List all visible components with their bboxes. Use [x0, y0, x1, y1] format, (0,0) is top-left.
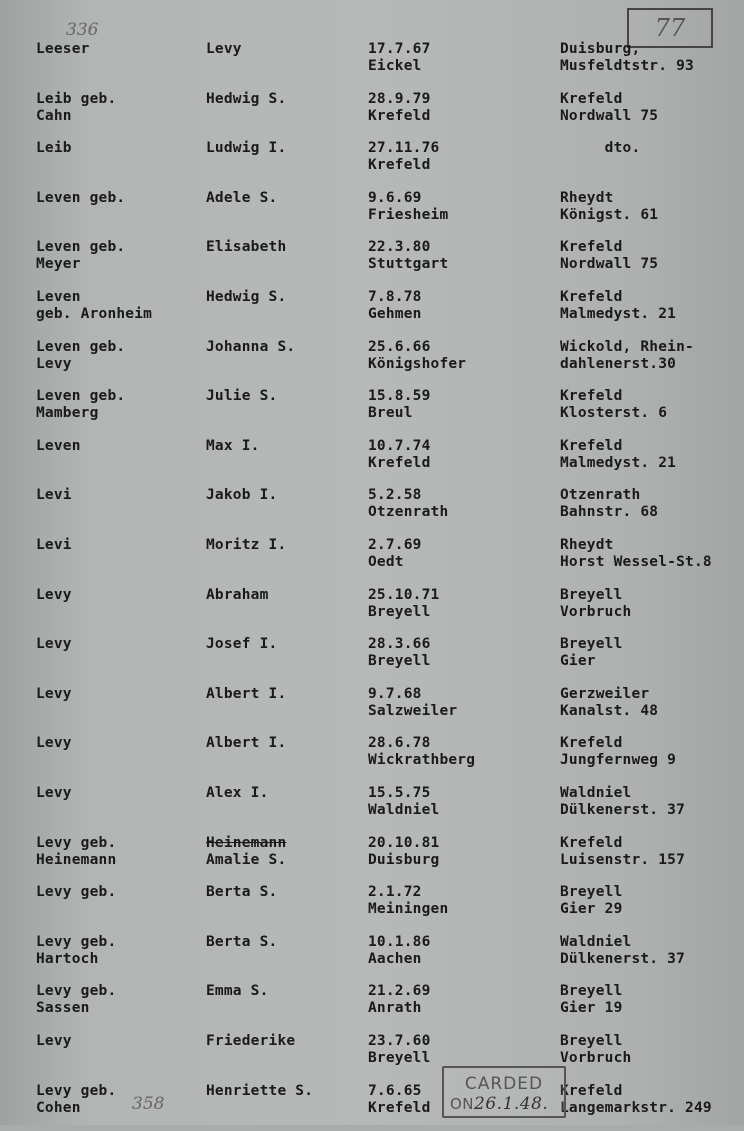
- given-line: Elisabeth: [206, 239, 287, 256]
- entry-row: [0, 190, 744, 238]
- entry-birth: [368, 438, 431, 472]
- entry-address: [560, 239, 658, 273]
- given-line: Friederike: [206, 1033, 296, 1049]
- address-line: Krefeld: [560, 289, 623, 305]
- entry-birth: [368, 140, 439, 174]
- address-line: Otzenrath: [560, 487, 641, 504]
- address-line: Kanalst. 48: [560, 702, 659, 719]
- entry-given: [206, 785, 269, 802]
- address-line: Luisenstr. 157: [560, 851, 686, 868]
- address-line: Vorbruch: [560, 603, 632, 620]
- address-line: Breyell: [560, 636, 623, 653]
- entry-given: [206, 239, 286, 256]
- entry-address: [560, 487, 658, 521]
- entry-surname: [36, 537, 72, 554]
- entry-surname: [36, 438, 81, 455]
- address-line: Gier: [560, 653, 596, 670]
- birth-line: 23.7.60: [368, 1033, 431, 1049]
- entry-address: [560, 537, 712, 571]
- entry-row: [0, 239, 744, 287]
- surname-line: Leeser: [36, 41, 90, 57]
- entry-given: [206, 835, 286, 869]
- entry-given: [206, 884, 277, 901]
- entry-row: [0, 537, 744, 585]
- entry-surname: [36, 487, 72, 504]
- birth-line: 17.7.67: [368, 41, 431, 57]
- birth-line: Königshofer: [368, 355, 467, 372]
- entry-surname: [36, 339, 125, 373]
- entry-birth: [368, 835, 439, 869]
- given-line: Levy: [206, 41, 242, 57]
- surname-line: Levy geb.: [36, 884, 117, 901]
- address-line: Horst Wessel-St.8: [560, 554, 712, 570]
- entry-row: [0, 835, 744, 883]
- handwritten-number-bottom: 358: [132, 1094, 165, 1114]
- entry-address: [560, 785, 685, 819]
- surname-line: Mamberg: [36, 405, 99, 422]
- address-line: Wickold, Rhein-: [560, 338, 694, 355]
- address-line: dahlenerst.30: [560, 355, 677, 372]
- stamp-label: CARDED: [464, 1074, 544, 1094]
- surname-line: Leven geb.: [36, 388, 126, 405]
- entry-address: [560, 388, 667, 422]
- address-line: Krefeld: [560, 437, 623, 454]
- entry-given: [206, 339, 295, 356]
- entry-row: [0, 388, 744, 436]
- surname-line: Levy: [36, 685, 72, 702]
- given-line: Moritz I.: [206, 537, 287, 553]
- given-line: Alex I.: [206, 785, 269, 801]
- address-line: Rheydt: [560, 189, 614, 206]
- birth-line: Krefeld: [368, 157, 431, 174]
- birth-line: Gehmen: [368, 306, 422, 322]
- entry-birth: [368, 884, 448, 918]
- address-line: Krefeld: [560, 90, 623, 107]
- given-line: Henriette S.: [206, 1082, 314, 1099]
- given-line: Jakob I.: [206, 487, 278, 504]
- entry-surname: [36, 239, 125, 273]
- surname-line: Levy: [36, 735, 72, 752]
- entry-address: [560, 1033, 631, 1067]
- surname-line: Cahn: [36, 107, 72, 124]
- entry-row: [0, 934, 744, 982]
- entry-birth: [368, 487, 448, 521]
- surname-line: Heinemann: [36, 851, 117, 868]
- birth-line: 15.8.59: [368, 388, 431, 405]
- entry-address: [560, 735, 676, 769]
- surname-line: Sassen: [36, 1000, 90, 1017]
- birth-line: 25.6.66: [368, 338, 431, 355]
- entry-row: [0, 735, 744, 783]
- entry-given: [206, 289, 286, 306]
- surname-line: Leven geb.: [36, 338, 126, 355]
- entry-given: [206, 1083, 313, 1100]
- address-line: Gier 19: [560, 1000, 623, 1017]
- given-line: Albert I.: [206, 685, 287, 702]
- entry-birth: [368, 587, 439, 621]
- entry-row: [0, 587, 744, 635]
- birth-line: 20.10.81: [368, 834, 440, 851]
- stamp-handwritten-date: 26.1.48.: [474, 1094, 549, 1114]
- entry-birth: [368, 1083, 431, 1117]
- entry-surname: [36, 140, 72, 157]
- entry-surname: [36, 735, 72, 752]
- address-line: Gerzweiler: [560, 685, 650, 702]
- surname-line: geb. Aronheim: [36, 306, 153, 322]
- entry-surname: [36, 785, 72, 802]
- address-line: Krefeld: [560, 1082, 623, 1099]
- surname-line: Leven: [36, 289, 81, 305]
- address-line: Nordwall 75: [560, 107, 659, 124]
- entry-address: [560, 140, 640, 157]
- entry-address: [560, 289, 676, 323]
- surname-line: Cohen: [36, 1099, 81, 1116]
- given-line: Emma S.: [206, 983, 269, 1000]
- entry-given: [206, 140, 286, 157]
- birth-line: 9.6.69: [368, 189, 422, 206]
- birth-line: Duisburg: [368, 851, 440, 868]
- entry-address: [560, 190, 658, 224]
- address-line: Jungfernweg 9: [560, 752, 677, 769]
- birth-line: 15.5.75: [368, 785, 431, 801]
- birth-line: 22.3.80: [368, 239, 431, 256]
- surname-line: Levy geb.: [36, 834, 117, 851]
- birth-line: Eickel: [368, 58, 422, 74]
- entry-surname: [36, 636, 72, 653]
- entry-given: [206, 934, 277, 951]
- address-line: Waldniel: [560, 933, 632, 950]
- entry-address: [560, 884, 623, 918]
- entry-address: [560, 835, 685, 869]
- birth-line: Meiningen: [368, 901, 449, 918]
- surname-line: Levy: [36, 636, 72, 653]
- entry-given: [206, 41, 242, 58]
- birth-line: Otzenrath: [368, 504, 449, 521]
- entry-row: [0, 686, 744, 734]
- entry-birth: [368, 983, 431, 1017]
- surname-line: Levy: [36, 1033, 72, 1049]
- given-line: Heinemann: [206, 834, 287, 851]
- address-line: Krefeld: [560, 239, 623, 256]
- given-line: Josef I.: [206, 636, 278, 653]
- entry-address: [560, 438, 676, 472]
- address-line: Vorbruch: [560, 1050, 632, 1066]
- entry-address: [560, 686, 658, 720]
- entry-surname: [36, 91, 116, 125]
- address-line: Nordwall 75: [560, 256, 659, 273]
- surname-line: Leib: [36, 140, 72, 157]
- given-line: Berta S.: [206, 933, 278, 950]
- entry-birth: [368, 686, 457, 720]
- birth-line: Breyell: [368, 603, 431, 620]
- surname-line: Levy: [36, 355, 72, 372]
- entry-given: [206, 91, 286, 108]
- birth-line: Oedt: [368, 554, 404, 570]
- birth-line: Krefeld: [368, 107, 431, 124]
- address-line: Klosterst. 6: [560, 405, 668, 422]
- birth-line: 21.2.69: [368, 983, 431, 1000]
- entry-birth: [368, 537, 422, 571]
- entry-birth: [368, 1033, 431, 1067]
- given-line: Ludwig I.: [206, 140, 287, 157]
- given-line: Albert I.: [206, 735, 287, 752]
- address-line: Gier 29: [560, 901, 623, 918]
- given-line: Adele S.: [206, 189, 278, 206]
- entry-birth: [368, 41, 431, 75]
- address-line: Breyell: [560, 586, 623, 603]
- surname-line: Leven: [36, 437, 81, 454]
- stamp-date-line: [450, 1094, 548, 1114]
- given-line: Hedwig S.: [206, 90, 287, 107]
- entry-birth: [368, 339, 466, 373]
- address-line: Musfeldtstr. 93: [560, 58, 694, 74]
- entry-given: [206, 1033, 295, 1050]
- given-line: Amalie S.: [206, 851, 287, 868]
- entry-given: [206, 587, 269, 604]
- address-line: Waldniel: [560, 785, 632, 801]
- entry-surname: [36, 686, 72, 703]
- entry-given: [206, 537, 286, 554]
- entry-address: [560, 91, 658, 125]
- birth-line: 7.6.65: [368, 1082, 422, 1099]
- birth-line: 7.8.78: [368, 289, 422, 305]
- page-number: 77: [654, 14, 686, 42]
- entry-birth: [368, 636, 431, 670]
- birth-line: Salzweiler: [368, 702, 458, 719]
- birth-line: 5.2.58: [368, 487, 422, 504]
- entry-address: [560, 41, 694, 75]
- birth-line: Breyell: [368, 653, 431, 670]
- entry-birth: [368, 239, 448, 273]
- entry-address: [560, 934, 685, 968]
- carded-stamp: [442, 1066, 566, 1118]
- given-line: Berta S.: [206, 884, 278, 901]
- given-line: Hedwig S.: [206, 289, 287, 305]
- entry-given: [206, 735, 286, 752]
- address-line: dto.: [560, 140, 641, 157]
- entry-surname: [36, 289, 152, 323]
- birth-line: Anrath: [368, 1000, 422, 1017]
- entry-row: [0, 140, 744, 188]
- birth-line: 27.11.76: [368, 140, 440, 157]
- entry-row: [0, 41, 744, 89]
- surname-line: Hartoch: [36, 950, 99, 967]
- birth-line: 10.7.74: [368, 437, 431, 454]
- entry-address: [560, 1083, 712, 1117]
- entry-address: [560, 339, 694, 373]
- address-line: Malmedyst. 21: [560, 454, 677, 471]
- birth-line: Stuttgart: [368, 256, 449, 273]
- entry-surname: [36, 587, 72, 604]
- address-line: Breyell: [560, 983, 623, 1000]
- entry-row: [0, 91, 744, 139]
- address-line: Rheydt: [560, 537, 614, 553]
- entry-surname: [36, 1033, 72, 1050]
- entry-birth: [368, 388, 431, 422]
- entry-given: [206, 636, 277, 653]
- given-line: Julie S.: [206, 388, 278, 405]
- entry-row: [0, 487, 744, 535]
- address-line: Krefeld: [560, 388, 623, 405]
- entry-row: [0, 339, 744, 387]
- address-line: Malmedyst. 21: [560, 306, 677, 322]
- surname-line: Leib geb.: [36, 90, 117, 107]
- surname-line: Levy geb.: [36, 933, 117, 950]
- birth-line: 28.9.79: [368, 90, 431, 107]
- surname-line: Leven geb.: [36, 239, 126, 256]
- entry-surname: [36, 1083, 116, 1117]
- entry-row: [0, 983, 744, 1031]
- entry-address: [560, 587, 631, 621]
- address-line: Breyell: [560, 1033, 623, 1049]
- entry-surname: [36, 190, 125, 207]
- entry-address: [560, 636, 623, 670]
- entry-birth: [368, 785, 439, 819]
- entry-given: [206, 983, 269, 1000]
- stamp-prefix: ON: [450, 1095, 475, 1113]
- birth-line: 28.6.78: [368, 735, 431, 752]
- entry-birth: [368, 735, 475, 769]
- entry-row: [0, 1083, 744, 1131]
- entry-given: [206, 438, 260, 455]
- handwritten-number-top: 336: [66, 20, 99, 40]
- birth-line: 2.7.69: [368, 537, 422, 553]
- birth-line: 9.7.68: [368, 685, 422, 702]
- birth-line: Friesheim: [368, 206, 449, 223]
- entry-birth: [368, 91, 431, 125]
- entry-row: [0, 289, 744, 337]
- entry-birth: [368, 190, 448, 224]
- birth-line: Breyell: [368, 1050, 431, 1066]
- surname-line: Levy geb.: [36, 983, 117, 1000]
- entry-address: [560, 983, 623, 1017]
- entry-given: [206, 190, 277, 207]
- entry-surname: [36, 388, 125, 422]
- birth-line: 25.10.71: [368, 586, 440, 603]
- surname-line: Levy geb.: [36, 1082, 117, 1099]
- entry-given: [206, 388, 277, 405]
- given-line: Johanna S.: [206, 338, 296, 355]
- birth-line: Aachen: [368, 950, 422, 967]
- given-line: Abraham: [206, 586, 269, 603]
- entry-row: [0, 636, 744, 684]
- surname-line: Leven geb.: [36, 189, 126, 206]
- birth-line: Krefeld: [368, 1099, 431, 1116]
- birth-line: 28.3.66: [368, 636, 431, 653]
- given-line: Max I.: [206, 437, 260, 454]
- entry-surname: [36, 835, 116, 869]
- surname-line: Levy: [36, 785, 72, 801]
- address-line: Krefeld: [560, 834, 623, 851]
- entry-birth: [368, 289, 422, 323]
- address-line: Dülkenerst. 37: [560, 950, 686, 967]
- entry-surname: [36, 934, 116, 968]
- entry-row: [0, 785, 744, 833]
- entry-row: [0, 1033, 744, 1081]
- entry-given: [206, 487, 277, 504]
- address-line: Königst. 61: [560, 206, 659, 223]
- address-line: Langemarkstr. 249: [560, 1099, 712, 1116]
- birth-line: Krefeld: [368, 454, 431, 471]
- address-line: Krefeld: [560, 735, 623, 752]
- surname-line: Levi: [36, 487, 72, 504]
- surname-line: Meyer: [36, 256, 81, 273]
- birth-line: Breul: [368, 405, 413, 422]
- entry-given: [206, 686, 286, 703]
- address-line: Duisburg,: [560, 41, 641, 57]
- birth-line: 10.1.86: [368, 933, 431, 950]
- entry-surname: [36, 41, 90, 58]
- address-line: Breyell: [560, 884, 623, 901]
- entry-birth: [368, 934, 431, 968]
- birth-line: Waldniel: [368, 802, 440, 818]
- entry-surname: [36, 884, 116, 901]
- entry-surname: [36, 983, 116, 1017]
- surname-line: Levy: [36, 586, 72, 603]
- entry-row: [0, 438, 744, 486]
- birth-line: 2.1.72: [368, 884, 422, 901]
- address-line: Bahnstr. 68: [560, 504, 659, 521]
- entry-row: [0, 884, 744, 932]
- birth-line: Wickrathberg: [368, 752, 476, 769]
- surname-line: Levi: [36, 537, 72, 553]
- address-line: Dülkenerst. 37: [560, 802, 686, 818]
